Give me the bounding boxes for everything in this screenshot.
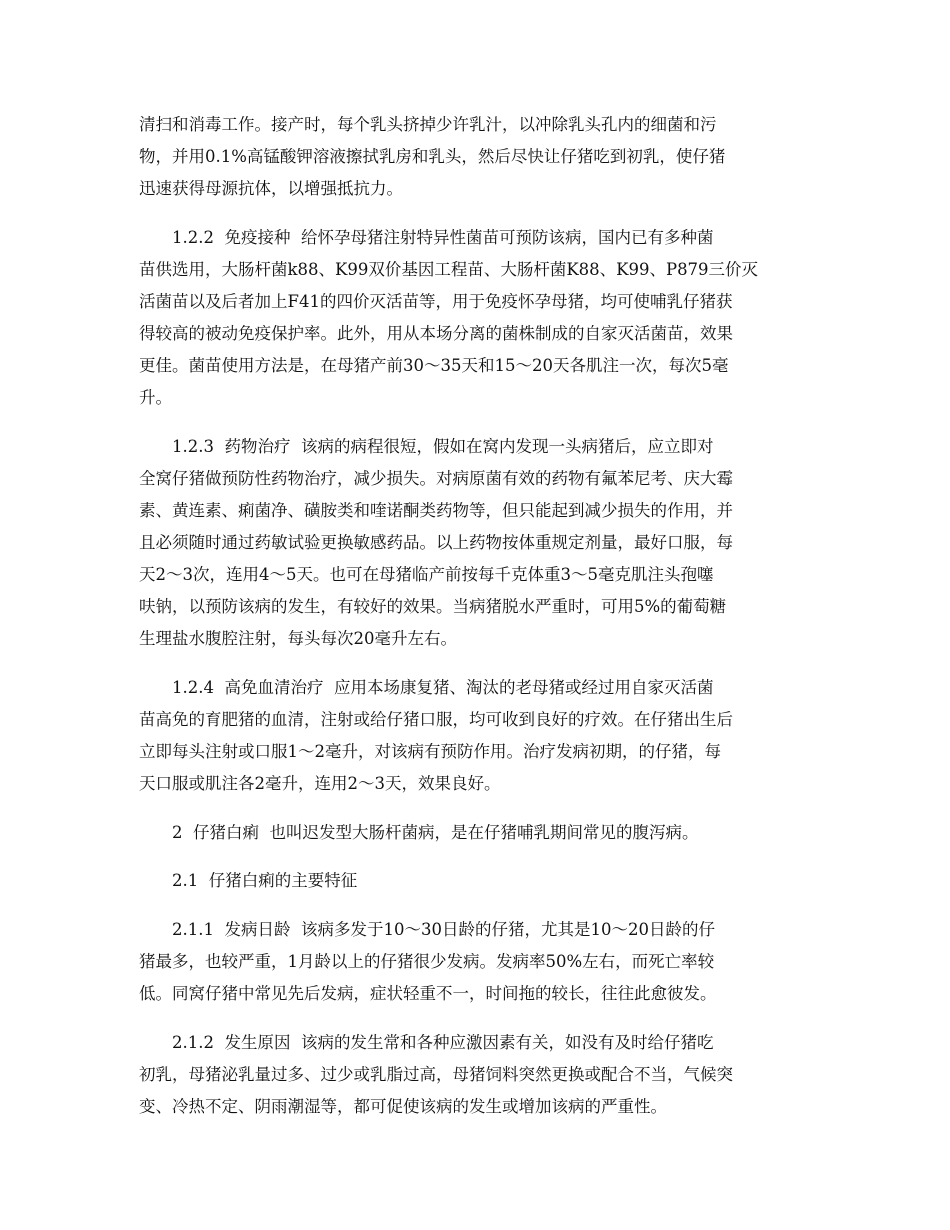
- text-line: 低。同窝仔猪中常见先后发病，症状轻重不一，时间拖的较长，往往此愈彼发。: [139, 984, 717, 1003]
- text-line: 1.2.3 药物治疗 该病的病程很短，假如在窝内发现一头病猪后，应立即对: [172, 437, 714, 456]
- text-line: 1.2.2 免疫接种 给怀孕母猪注射特异性菌苗可预防该病，国内已有多种菌: [172, 228, 714, 247]
- text-line: 升。: [139, 388, 172, 407]
- text-line: 且必须随时通过药敏试验更换敏感药品。以上药物按体重规定剂量，最好口服，每: [139, 533, 733, 552]
- text-line: 苗供选用，大肠杆菌k88、K99双价基因工程苗、大肠杆菌K88、K99、P879三价灭: [139, 260, 759, 279]
- text-line: 物，并用0.1%高锰酸钾溶液擦拭乳房和乳头，然后尽快让仔猪吃到初乳，使仔猪: [139, 147, 726, 166]
- text-line: 1.2.4 高免血清治疗 应用本场康复猪、淘汰的老母猪或经过用自家灭活菌: [172, 678, 714, 697]
- text-line: 2 仔猪白痢 也叫迟发型大肠杆菌病，是在仔猪哺乳期间常见的腹泻病。: [172, 823, 699, 842]
- text-line: 2.1.1 发病日龄 该病多发于10～30日龄的仔猪，尤其是10～20日龄的仔: [172, 920, 715, 939]
- text-line: 天2～3次，连用4～5天。也可在母猪临产前按每千克体重3～5毫克肌注头孢噻: [139, 565, 714, 584]
- text-line: 立即每头注射或口服1～2毫升，对该病有预防作用。治疗发病初期，的仔猪，每: [139, 742, 721, 761]
- text-line: 初乳，母猪泌乳量过多、过少或乳脂过高，母猪饲料突然更换或配合不当，气候突: [139, 1065, 733, 1084]
- text-line: 变、冷热不定、阴雨潮湿等，都可促使该病的发生或增加该病的严重性。: [139, 1097, 667, 1116]
- text-line: 呋钠，以预防该病的发生，有较好的效果。当病猪脱水严重时，可用5%的葡萄糖: [139, 597, 727, 616]
- text-line: 猪最多，也较严重，1月龄以上的仔猪很少发病。发病率50%左右，而死亡率较: [139, 952, 715, 971]
- text-line: 更佳。菌苗使用方法是，在母猪产前30～35天和15～20天各肌注一次，每次5毫: [139, 356, 729, 375]
- text-line: 苗高免的育肥猪的血清，注射或给仔猪口服，均可收到良好的疗效。在仔猪出生后: [139, 710, 733, 729]
- text-line: 迅速获得母源抗体，以增强抵抗力。: [139, 179, 403, 198]
- text-line: 2.1 仔猪白痢的主要特征: [172, 871, 358, 890]
- text-line: 活菌苗以及后者加上F41的四价灭活苗等，用于免疫怀孕母猪，均可使哺乳仔猪获: [139, 292, 733, 311]
- text-line: 2.1.2 发生原因 该病的发生常和各种应激因素有关，如没有及时给仔猪吃: [172, 1033, 714, 1052]
- text-line: 生理盐水腹腔注射，每头每次20毫升左右。: [139, 629, 457, 648]
- text-line: 天口服或肌注各2毫升，连用2～3天，效果良好。: [139, 774, 501, 793]
- text-line: 清扫和消毒工作。接产时，每个乳头挤掉少许乳汁，以冲除乳头孔内的细菌和污: [139, 115, 717, 134]
- text-line: 全窝仔猪做预防性药物治疗，减少损失。对病原菌有效的药物有氟苯尼考、庆大霉: [139, 469, 733, 488]
- text-line: 素、黄连素、痢菌净、磺胺类和喹诺酮类药物等，但只能起到减少损失的作用，并: [139, 501, 733, 520]
- text-line: 得较高的被动免疫保护率。此外，用从本场分离的菌株制成的自家灭活菌苗，效果: [139, 324, 733, 343]
